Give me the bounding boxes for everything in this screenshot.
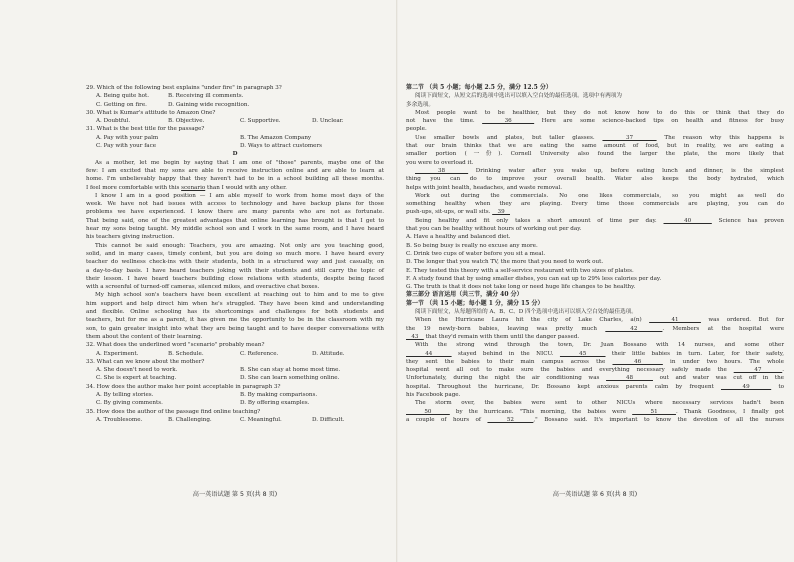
- c2-line1: With the strong wind through the town, Dr. Juan Bossano with 14 nurses, and some other: [415, 342, 784, 349]
- c2-e: in under two hours. The whole: [662, 358, 784, 365]
- blank-41[interactable]: 41: [649, 317, 701, 324]
- passage-d-p3-line6: with a screenful of turned-off cameras, silenced mikes, and overactive chat boxes.: [86, 284, 320, 291]
- q34-opt-c[interactable]: C. By giving comments.: [96, 400, 163, 407]
- q32-opt-d[interactable]: D. Attitude.: [312, 350, 345, 357]
- c2-line3: [406, 358, 784, 366]
- q33-opt-a[interactable]: A. She doesn't need to work.: [96, 367, 178, 374]
- passage-d-p2-line1: I know I am in a good position — I am able myself to work from home most days of the: [95, 192, 384, 199]
- p1-last-pre: I feel more comfortable with this: [86, 184, 182, 191]
- passage-d-p4-line3: and flexible. Online schooling has its shortcomings and challenges for both students and: [86, 309, 384, 316]
- c3-line1: The storm over, the babies were sent to other NICUs where necessary services hadn't been: [415, 400, 784, 407]
- passage-d-p4-line2: him support and help direct him when he's struggled. They have been kind and understanding: [86, 300, 384, 307]
- q31-opt-d[interactable]: D. Ways to attract customers: [240, 143, 323, 150]
- c1-line3: [406, 333, 784, 341]
- r2-line4: you were to overload it.: [406, 159, 474, 166]
- right-page-footer: 高一英语试题 第 6 页(共 8 页): [552, 491, 638, 498]
- q34-opt-a[interactable]: A. By telling stories.: [96, 391, 154, 398]
- blank-45[interactable]: 45: [559, 350, 606, 357]
- q30-opt-b[interactable]: B. Objective.: [168, 118, 205, 125]
- q34-opt-d[interactable]: D. By offering examples.: [240, 400, 310, 407]
- blank-38[interactable]: 38: [415, 167, 469, 174]
- c1-d: . Members at the hospital were: [662, 325, 785, 332]
- q35-opt-c[interactable]: C. Meaningful.: [240, 416, 282, 423]
- passage-d-p4-line1: My high school son's teachers have been excellent at reaching out to him and to me to give: [95, 292, 384, 299]
- passage-d-p3-line2: solid, and in many cases, timely content, but you are doing so much more. I have heard every: [86, 250, 384, 257]
- blank-42[interactable]: 42: [605, 325, 663, 332]
- r4-line1: Work out during the commercials. No one likes commercials, so you might as well do: [415, 192, 784, 199]
- blank-47[interactable]: 47: [733, 367, 783, 374]
- blank-50[interactable]: 50: [406, 408, 450, 415]
- passage-d-p1-line3: home. I'm unbelievably happy that they haven't had to be in a school building all these months.: [86, 176, 384, 183]
- passage-d-p1-line2: few: I am excited that my sons are able to receive instruction online and are able to learn at: [86, 167, 384, 174]
- option-b[interactable]: B. So being busy is really no excuse any more.: [406, 242, 538, 249]
- q33-options-2: [86, 374, 384, 382]
- option-c[interactable]: C. Drink two cups of water before you sit a meal.: [406, 250, 546, 257]
- q31-opt-b[interactable]: B. The Amazon Company: [240, 134, 312, 141]
- scenario-underlined-word: scenario: [181, 184, 206, 191]
- q30-options: [86, 117, 384, 125]
- q32-opt-c[interactable]: C. Reference.: [240, 350, 279, 357]
- blank-43[interactable]: 43: [406, 333, 424, 340]
- q29-options-2: [86, 101, 384, 109]
- c1-c: the 19 newly-born babies, leaving was pretty much: [406, 325, 606, 332]
- q33-opt-d[interactable]: D. She can learn something online.: [240, 375, 340, 382]
- c2-line4: [406, 366, 784, 374]
- r1-line2: [406, 117, 784, 125]
- r5-line2: that you can be healthy without hours of working out per day.: [406, 226, 582, 233]
- passage-d-p2-line4: That being said, one of the greatest advantages that online learning has brought is that I get to: [86, 217, 384, 224]
- c1-b: was ordered. But for: [700, 317, 784, 324]
- blank-40[interactable]: 40: [663, 217, 712, 224]
- q32-opt-b[interactable]: B. Schedule.: [168, 350, 204, 357]
- r1-line3: people.: [406, 126, 427, 133]
- option-f[interactable]: F. A study found that by using smaller dishes, you can eat up to 29% less calories per day.: [406, 275, 662, 282]
- c2-k: to: [771, 383, 784, 390]
- r3-line1: [406, 167, 784, 175]
- q33-opt-b[interactable]: B. She can stay at home most time.: [240, 367, 341, 374]
- passage-d-p2-line6: his teachers giving instruction.: [86, 234, 175, 241]
- r3-line3: helps with joint health, headaches, and waste removal.: [406, 184, 563, 191]
- c2-j: hospital. Throughout the hurricane, Dr. Bossano kept anxious parents calm by frequent: [406, 383, 721, 390]
- q31-options: [86, 134, 384, 142]
- r5-line1: [406, 217, 784, 225]
- passage-d-p1-line1: As a mother, let me begin by saying that I am one of "those" parents, maybe one of the: [95, 159, 384, 166]
- q31-opt-c[interactable]: C. Pay with your face: [96, 143, 157, 150]
- blank-36[interactable]: 36: [482, 118, 535, 125]
- c3-c: . Thank Goodness, I finally got: [675, 408, 785, 415]
- c3-e: ," Bossano said. It's important to know the devotion of all the nurses: [533, 416, 784, 423]
- c2-i: out and water was cut off in the: [652, 375, 784, 382]
- q33-opt-c[interactable]: C. She is expert at teaching.: [96, 375, 177, 382]
- blank-51[interactable]: 51: [632, 408, 676, 415]
- passage-d-p2-line3: problems we have experienced. I know there are many parents who are not as fortunate.: [86, 209, 384, 216]
- option-a[interactable]: A. Have a healthy and balanced diet.: [406, 234, 511, 241]
- r5-post: Science has proven: [711, 217, 784, 224]
- q30-opt-d[interactable]: D. Unclear.: [312, 118, 344, 125]
- r2-line3: smaller portion (一份). Cornell University also found the larger the plate, the more likely that: [406, 151, 784, 158]
- c1-line2: [406, 325, 784, 333]
- p1-last-post: than I would with any other.: [205, 184, 287, 191]
- passage-d-p1-line4: [86, 184, 384, 192]
- q34-stem: 34. How does the author make her point acceptable in paragraph 3?: [86, 383, 281, 390]
- passage-d-p4-line6: them about the content of their learning.: [86, 333, 203, 340]
- q35-options: [86, 416, 384, 424]
- blank-44[interactable]: 44: [406, 350, 452, 357]
- passage-d-p4-line5: son, to gain greater insight into what they are being taught and to have deeper conversations with: [86, 325, 384, 332]
- passage-d-p4-line4: teachers, but for me as a parent, it has given me the opportunity to be in the classroom with my: [86, 317, 384, 324]
- r3-post: Drinking water after you wake up, before eating lunch and dinner, is the simplest: [468, 167, 784, 174]
- right-page: [397, 0, 794, 562]
- option-d[interactable]: D. The longer that you watch TV, the more that you need to work out.: [406, 259, 604, 266]
- r2-pre: Use smaller bowls and plates, but taller glasses.: [415, 134, 603, 141]
- c2-g: .: [782, 367, 784, 374]
- r4-line2: something healthy when they are playing. Every time those commercials are playing, you can do: [406, 201, 784, 208]
- c1-line1: [406, 316, 784, 324]
- c2-h: Unfortunately, during the night the air conditioning was: [406, 375, 607, 382]
- passage-d-p3-line1: This cannot be said enough: Teachers, you are amazing. Not only are you teaching good,: [95, 242, 384, 249]
- section-1-instruction: 阅读下面短文，从每题所给的 A、B、C、D 四个选项中选出可以填入空白处的最佳选项。: [415, 309, 637, 316]
- r4-line3: [406, 208, 784, 216]
- q35-stem: 35. How does the author of the passage find online teaching?: [86, 408, 261, 415]
- c2-line6: [406, 383, 784, 391]
- c3-line2: [406, 408, 784, 416]
- blank-39[interactable]: 39: [492, 209, 510, 216]
- q30-opt-a[interactable]: A. Doubtful.: [96, 118, 131, 125]
- c2-line2: [406, 350, 784, 358]
- q29-opt-a[interactable]: A. Being quite hot.: [96, 93, 150, 100]
- section-2-title: 第二节 （共 5 小题；每小题 2.5 分，满分 12.5 分）: [406, 84, 552, 91]
- c2-line7: his Facebook page.: [406, 391, 461, 398]
- r2-post: The reason why this happens is: [656, 134, 784, 141]
- passage-d-p3-line3: teacher do wellness check-ins with their students, both in a structured way and just casually, on: [86, 259, 384, 266]
- r1-post: Here are some science-backed tips on health and fitness for busy: [534, 118, 784, 125]
- q29-options: [86, 92, 384, 100]
- right-column: [406, 84, 784, 424]
- q34-options-2: [86, 399, 384, 407]
- blank-37[interactable]: 37: [602, 134, 657, 141]
- c3-d: a couple of hours of: [406, 416, 488, 423]
- c2-line5: [406, 374, 784, 382]
- passage-d-p3-line4: a day-to-day basis. I have heard teachers joking with their students and still carry the topic of: [86, 267, 384, 274]
- blank-48[interactable]: 48: [606, 375, 653, 382]
- r1-mid: not have the time.: [406, 118, 483, 125]
- q29-opt-d[interactable]: D. Gaining wide recognition.: [168, 101, 250, 108]
- r3-line2: thing you can do to improve your overall health. Water also keeps the body hydrated, which: [406, 176, 784, 183]
- option-g[interactable]: G. The truth is that it does not take long or need huge life changes to be healthy.: [406, 284, 636, 291]
- left-column: [86, 84, 384, 424]
- c3-b: by the hurricane. "This morning, the babies were: [449, 408, 633, 415]
- q31-stem: 31. What is the best title for the passage?: [86, 126, 205, 133]
- c2-d: they sent the babies to their main campus across the: [406, 358, 613, 365]
- q35-opt-d[interactable]: D. Difficult.: [312, 416, 345, 423]
- section-1-title: 第一节 （共 15 小题；每小题 1 分，满分 15 分）: [406, 299, 544, 307]
- q34-opt-b[interactable]: B. By making comparisons.: [240, 391, 318, 398]
- q29-stem: 29. Which of the following best explains "under fire" in paragraph 3?: [86, 85, 282, 91]
- passage-d-p2-line2: week. We have not had issues with access to technology and have backup plans for those: [86, 201, 384, 208]
- q35-opt-a[interactable]: A. Troublesome.: [96, 416, 143, 423]
- left-page-footer: 高一英语试题 第 5 页(共 8 页): [192, 491, 278, 498]
- c2-c: their little babies in turn. Later, for their safety,: [605, 350, 784, 357]
- section-2-instruction-2: 多余选项。: [406, 101, 434, 108]
- passage-d-p3-line5: their lesson. I have heard teachers building close relations with students, despite being faced: [86, 275, 384, 282]
- c1-a: When the Hurricane Laura hit the city of Lake Charles, a(n): [415, 317, 650, 324]
- c3-line3: [406, 416, 784, 424]
- blank-52[interactable]: 52: [487, 416, 534, 423]
- c2-f: hospital went all out to make sure the babies and everything necessary safely made the: [406, 367, 734, 374]
- q30-opt-c[interactable]: C. Supportive.: [240, 118, 281, 125]
- passage-d-p2-line5: hear my sons being taught. My middle school son and I work in the same room, and I have heard: [86, 226, 384, 233]
- q35-opt-b[interactable]: B. Challenging.: [168, 416, 212, 423]
- q33-stem: 33. What can we know about the mother?: [86, 358, 205, 365]
- r2-line2: that our brain thinks that we are eating the same amount of food, but in reality, we are eating a: [406, 143, 784, 150]
- q29-opt-b[interactable]: B. Receiving ill comments.: [168, 93, 244, 100]
- q32-options: [86, 350, 384, 358]
- q29-opt-c[interactable]: C. Getting on fire.: [96, 101, 147, 108]
- r5-pre: Being healthy and fit only takes a short amount of time per day.: [415, 217, 664, 224]
- q32-stem: 32. What does the underlined word "scenario" probably mean?: [86, 342, 265, 349]
- section-2-instruction-1: 阅读下面短文，从短文后的选项中选出可以填入空白处的最佳选项。选项中有两项为: [415, 93, 622, 100]
- q31-opt-a[interactable]: A. Pay with your palm: [96, 134, 159, 141]
- section-letter-d: D: [232, 151, 238, 158]
- blank-49[interactable]: 49: [720, 383, 772, 390]
- q31-options-2: [86, 142, 384, 150]
- c1-e: that they'd remain with them until the danger passed.: [423, 333, 580, 340]
- q33-options: [86, 366, 384, 374]
- c2-b: stayed behind in the NICU.: [451, 350, 560, 357]
- q30-stem: 30. What is Kumar's attitude to Amazon One?: [86, 109, 216, 116]
- q34-options: [86, 391, 384, 399]
- r4-pre: push-ups, sit-ups, or wall sits.: [406, 209, 493, 216]
- r1-line1: Most people want to be healthier, but they do not know how to do this or think that they do: [415, 109, 784, 116]
- r2-line1: [406, 134, 784, 142]
- option-e[interactable]: E. They tested this theory with a self-service restaurant with two sizes of plates.: [406, 267, 634, 274]
- blank-46[interactable]: 46: [612, 358, 663, 365]
- part-3-title: 第三部分 语言运用（共三节，满分 40 分）: [406, 291, 523, 299]
- q32-opt-a[interactable]: A. Experiment.: [96, 350, 139, 357]
